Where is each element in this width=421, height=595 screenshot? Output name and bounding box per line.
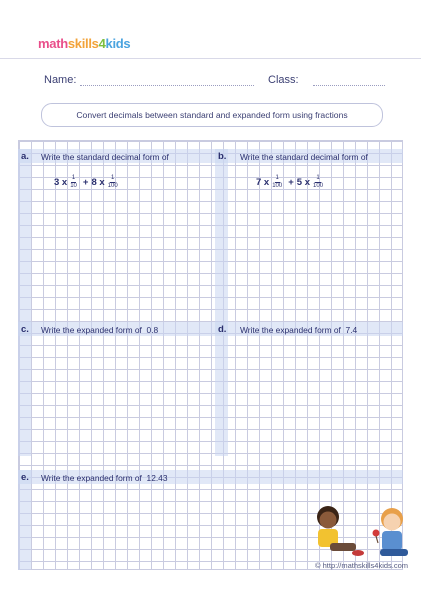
- question-e-value: 12.43: [146, 473, 168, 483]
- question-c-value: 0.8: [146, 325, 159, 335]
- instruction-box: Convert decimals between standard and expanded form using fractions: [41, 103, 383, 127]
- kid-legs: [330, 543, 356, 551]
- kids-illustration: [300, 497, 415, 563]
- column-band-left: [18, 149, 31, 456]
- question-b-expression: 7 x $\frac{1}{100}$ + 5 x $\frac{1}{100}$: [256, 175, 324, 189]
- question-d-prompt: Write the expanded form of 7.4: [240, 325, 358, 335]
- footer-copyright: © http://mathskills4kids.com: [315, 561, 409, 570]
- column-band-middle: [215, 149, 228, 456]
- toy-icon: [373, 530, 380, 537]
- question-a-expression: 3 x $\frac{1}{10}$ + 8 x $\frac{1}{100}$: [54, 175, 118, 189]
- question-c-letter: c.: [21, 324, 29, 335]
- fraction: $\frac{1}{100}$: [107, 175, 118, 189]
- question-a-prompt: Write the standard decimal form of: [41, 152, 169, 162]
- fraction: $\frac{1}{100}$: [272, 175, 283, 189]
- name-label: Name:: [44, 74, 77, 86]
- kid-face: [384, 514, 401, 531]
- name-field[interactable]: [80, 85, 254, 86]
- question-d-letter: d.: [218, 324, 227, 335]
- fraction: $\frac{1}{10}$: [70, 175, 77, 189]
- site-logo: mathskills4kids: [38, 36, 131, 51]
- column-band-e: [18, 470, 31, 570]
- kid-shirt: [382, 531, 402, 551]
- kid-face: [320, 512, 337, 529]
- fraction: $\frac{1}{100}$: [313, 175, 324, 189]
- class-label: Class:: [268, 74, 299, 86]
- question-b-letter: b.: [218, 151, 227, 162]
- question-b-prompt: Write the standard decimal form of: [240, 152, 368, 162]
- question-e-prompt: Write the expanded form of 12.43: [41, 473, 168, 483]
- question-c-prompt: Write the expanded form of 0.8: [41, 325, 159, 335]
- kid-shoe: [352, 550, 364, 556]
- question-d-value: 7.4: [345, 325, 358, 335]
- question-e-letter: e.: [21, 472, 29, 483]
- class-field[interactable]: [313, 85, 385, 86]
- question-a-letter: a.: [21, 151, 29, 162]
- header-divider: [0, 58, 421, 59]
- kid-legs: [380, 549, 408, 556]
